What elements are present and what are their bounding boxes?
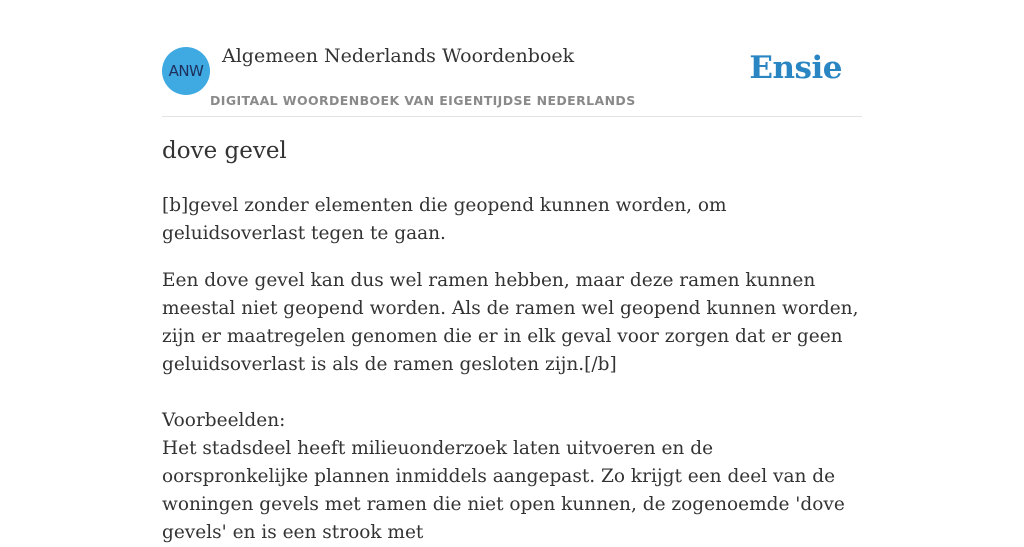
- anw-logo[interactable]: ANW: [162, 47, 210, 95]
- site-header: [162, 0, 862, 117]
- site-subtitle: DIGITAAL WOORDENBOEK VAN EIGENTIJDSE NEDERLANDS: [210, 93, 636, 108]
- entry-definition: [b]gevel zonder elementen die geopend kunnen worden, om geluidsoverlast tegen te gaan.: [162, 195, 727, 244]
- examples-label: Voorbeelden:: [162, 410, 286, 431]
- page-content: [162, 0, 862, 543]
- site-title[interactable]: Algemeen Nederlands Woordenboek: [222, 45, 575, 67]
- example-text: Het stadsdeel heeft milieuonderzoek laten uitvoeren en de oorspronkelijke plannen inmiddels aangepast. Zo krijgt een deel van de woningen gevels met ramen die niet open kunnen, de zogenoemde 'dove gevels' en is een strook met: [162, 438, 845, 543]
- entry-explanation: Een dove gevel kan dus wel ramen hebben, maar deze ramen kunnen meestal niet geopend worden. Als de ramen wel geopend kunnen worden, zijn er maatregelen genomen die er in elk geval voor zorgen dat er geen geluidsoverlast is als de ramen gesloten zijn.[/b]: [162, 270, 859, 375]
- ensie-brand-logo[interactable]: Ensie: [749, 50, 842, 86]
- entry-examples: [162, 407, 862, 547]
- entry-headword: dove gevel: [162, 138, 287, 164]
